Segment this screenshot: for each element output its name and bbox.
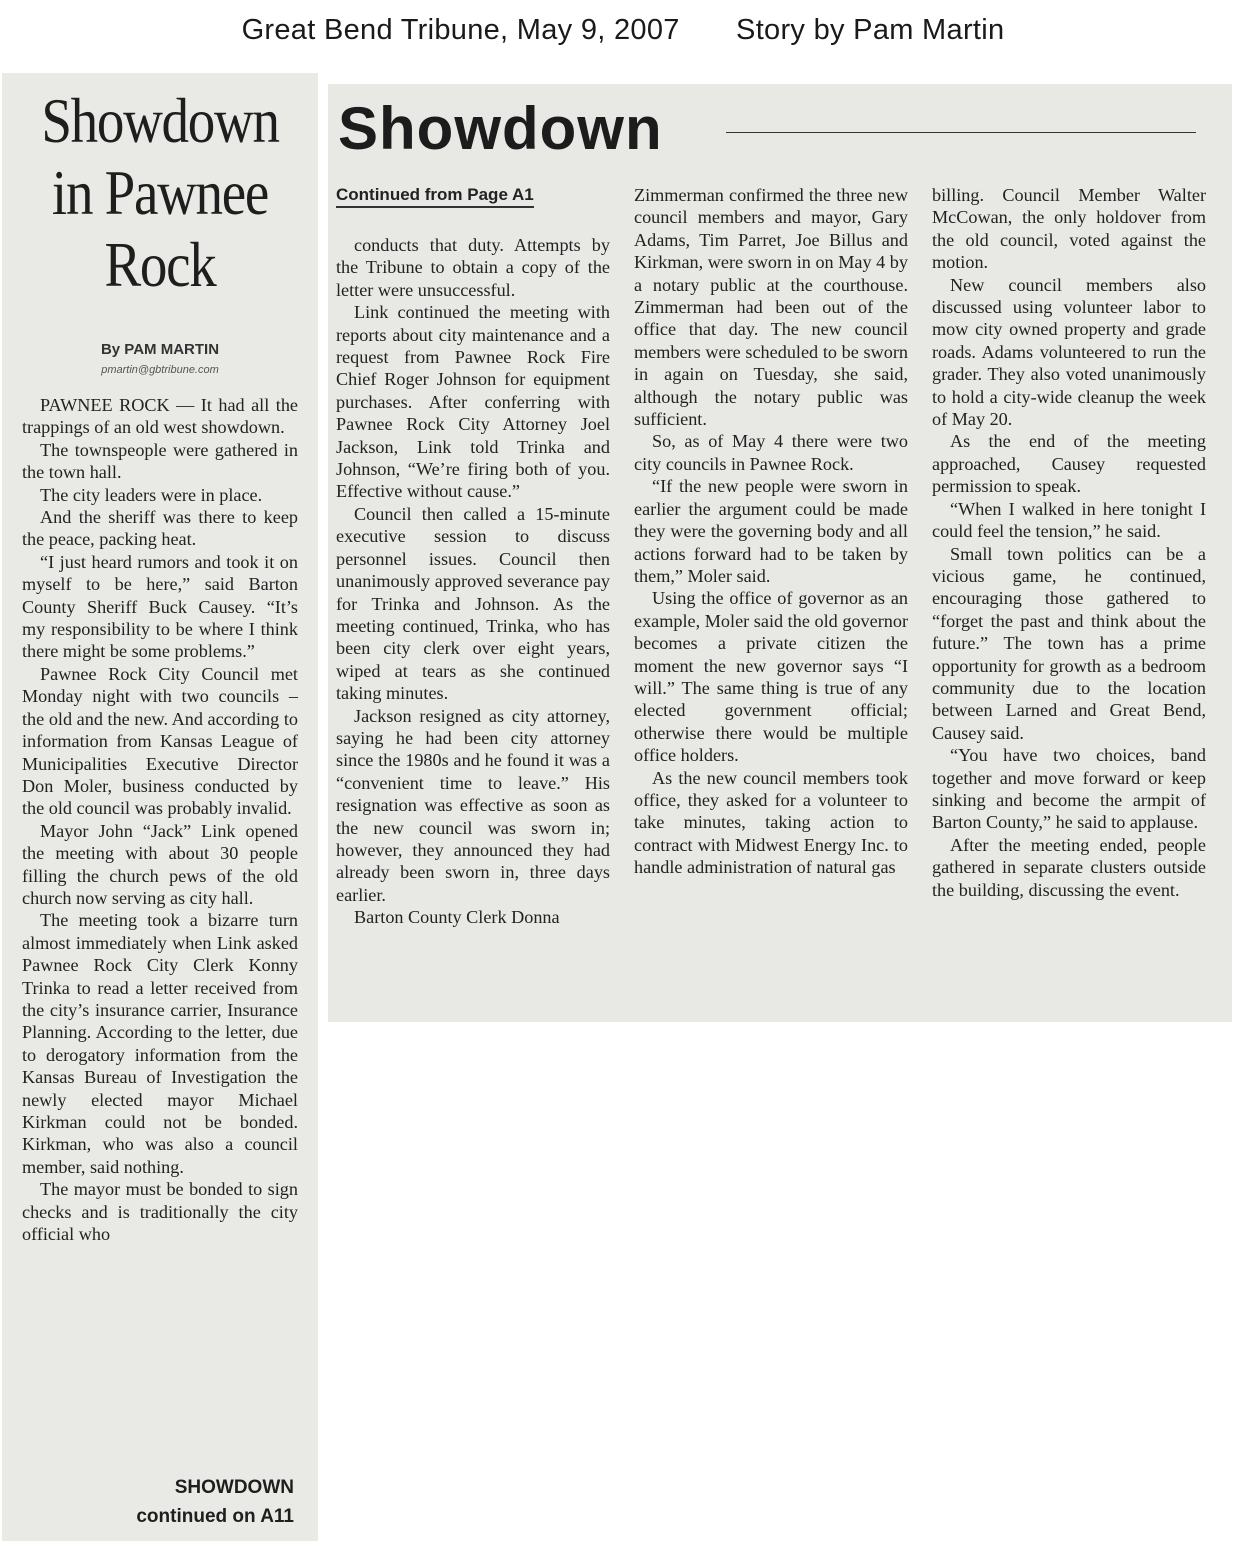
jump-keyword: SHOWDOWN: [174, 1477, 294, 1498]
paragraph: billing. Council Member Walter McCowan, the only holdover from the old council, voted against the motion.: [932, 185, 1206, 273]
front-page-clipping: [2, 73, 318, 1541]
continuation-columns: [336, 184, 1208, 929]
paragraph: The townspeople were gathered in the town hall.: [22, 439, 298, 483]
paragraph: Using the office of governor as an example, Moler said the old governor becomes a private citizen the moment the new governor says “I will.” The same thing is true of any elected government official; otherwise there would be multiple office holders.: [634, 588, 908, 766]
paragraph: “When I walked in here tonight I could feel the tension,” he said.: [932, 498, 1206, 542]
paragraph: Link continued the meeting with reports about city maintenance and a request from Pawnee Rock Fire Chief Roger Johnson for equipment purchases. After conferring with Pawnee Rock City Attorney Joel Jackson, Link told Trinka and Johnson, “We’re firing both of you. Effective without cause.”: [336, 302, 610, 502]
author-email: pmartin@gbtribune.com: [101, 364, 219, 376]
headline-rule: [726, 132, 1196, 133]
continuation-clipping: [328, 84, 1232, 1022]
paragraph: Pawnee Rock City Council met Monday night with two councils – the old and the new. And according to information from Kansas League of Municipalities Executive Director Don Moler, business conducted by the old council was probably invalid.: [22, 663, 298, 819]
paragraph: “You have two choices, band together and move forward or keep sinking and become the armpit of Barton County,” he said to applause.: [932, 745, 1206, 833]
paragraph: And the sheriff was there to keep the peace, packing heat.: [22, 507, 298, 550]
paragraph: “I just heard rumors and took it on myself to be here,” said Barton County Sheriff Buck Causey. “It’s my responsibility to be where I think there might be some problems.”: [22, 551, 298, 662]
paragraph: New council members also discussed using volunteer labor to mow city owned property and grade roads. Adams volunteered to run the grader. They also voted unanimously to hold a city-wide cleanup the week of May 20.: [932, 274, 1206, 430]
caption-credit: Story by Pam Martin: [736, 14, 1005, 46]
jump-line: [136, 1473, 294, 1531]
continued-from-label: Continued from Page A1: [336, 184, 534, 208]
paragraph: So, as of May 4 there were two city councils in Pawnee Rock.: [634, 431, 908, 474]
jump-page: continued on A11: [136, 1506, 294, 1527]
column-1: [336, 184, 610, 929]
continuation-headline: Showdown: [338, 95, 663, 162]
paragraph: Jackson resigned as city attorney, saying he had been city attorney since the 1980s and he found it was a “convenient time to leave.” His resignation was effective as soon as the new council was sworn in; however, they announced they had already been sworn in, three days earlier.: [336, 705, 610, 905]
paragraph: The city leaders were in place.: [40, 484, 263, 505]
paragraph: Small town politics can be a vicious game, he continued, encouraging those gathered to “forget the past and think about the future.” The town has a prime opportunity for growth as a bedroom community due to the location between Larned and Great Bend, Causey said.: [932, 543, 1206, 743]
page-caption: [0, 14, 1246, 47]
paragraph: The mayor must be bonded to sign checks and is traditionally the city official who: [22, 1179, 298, 1245]
paragraph: Mayor John “Jack” Link opened the meeting with about 30 people filling the church pews of the old church now serving as city hall.: [22, 820, 298, 908]
paragraph: Barton County Clerk Donna: [354, 907, 560, 928]
column-2: [634, 184, 908, 929]
front-headline: Showdown in Pawnee Rock: [41, 85, 279, 300]
column-3: [932, 184, 1206, 929]
paragraph: After the meeting ended, people gathered in separate clusters outside the building, discussing the event.: [932, 834, 1206, 900]
paragraph: The meeting took a bizarre turn almost immediately when Link asked Pawnee Rock City Clerk Konny Trinka to read a letter received from the city’s insurance carrier, Insurance Planning. According to the letter, due to derogatory information from the Kansas Bureau of Investigation the newly elected mayor Michael Kirkman could not be bonded. Kirkman, who was also a council member, said nothing.: [22, 910, 298, 1177]
paragraph: conducts that duty. Attempts by the Tribune to obtain a copy of the letter were unsuccessful.: [336, 235, 610, 300]
paragraph: As the new council members took office, they asked for a volunteer to take minutes, taking action to contract with Midwest Energy Inc. to handle administration of natural gas: [634, 767, 908, 878]
front-article-body: [22, 394, 298, 1245]
paragraph: Zimmerman confirmed the three new council members and mayor, Gary Adams, Tim Parret, Joe Billus and Kirkman, were sworn in on May 4 by a notary public at the courthouse. Zimmerman had been out of the office that day. The new council members were scheduled to be sworn in again on Tuesday, she said, although the notary public was sufficient.: [634, 185, 908, 430]
paragraph: As the end of the meeting approached, Causey requested permission to speak.: [932, 431, 1206, 497]
byline: By PAM MARTIN: [100, 341, 220, 358]
paragraph: PAWNEE ROCK — It had all the trappings of an old west showdown.: [22, 395, 298, 438]
caption-source: Great Bend Tribune, May 9, 2007: [241, 14, 680, 46]
paragraph: Council then called a 15-minute executive session to discuss personnel issues. Council then unanimously approved severance pay for Trinka and Johnson. As the meeting continued, Trinka, who has been city clerk over eight years, wiped at tears as she continued taking minutes.: [336, 503, 610, 704]
paragraph: “If the new people were sworn in earlier the argument could be made they were the governing body and all actions forward had to be taken by them,” Moler said.: [634, 476, 908, 586]
